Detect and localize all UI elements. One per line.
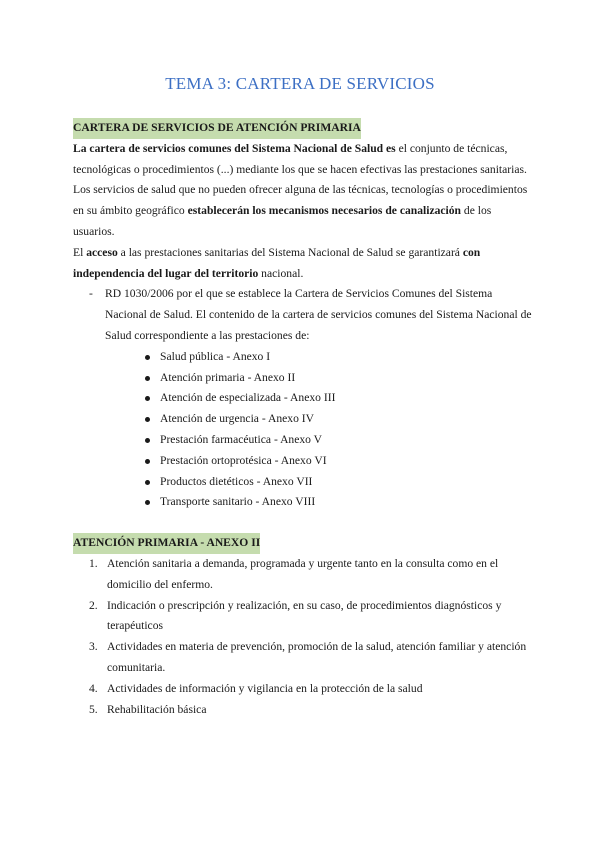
item-number: 5. [89,702,98,716]
dash-list [73,284,533,513]
list-item: Prestación farmacéutica - Anexo V [145,430,533,451]
section-heading-anexo-ii: ATENCIÓN PRIMARIA - ANEXO II [73,533,260,554]
paragraph-acceso [73,243,533,285]
list-item: Transporte sanitario - Anexo VIII [145,492,533,513]
item-number: 1. [89,556,98,570]
definition-bold: La cartera de servicios comunes del Sistema Nacional de Salud es [73,141,396,155]
canalizacion-text-b: de los usuarios. [73,204,492,238]
canalizacion-bold: establecerán los mecanismos necesarios de canalización [187,204,462,218]
dash-marker: - [89,287,93,301]
section-gap [73,513,533,533]
list-item [73,637,533,679]
canalizacion-text-a: Los servicios de salud que no pueden ofrecer alguna de las técnicas, tecnologías o procedimientos en su ámbito geográfico [73,183,528,218]
acceso-bold: acceso [86,245,118,259]
item-number: 4. [89,681,98,695]
list-item: Productos dietéticos - Anexo VII [145,472,533,493]
prestaciones-list [105,347,533,513]
item-text: Actividades en materia de prevención, promoción de la salud, atención familiar y atención comunitaria. [107,640,527,674]
list-item: Atención primaria - Anexo II [145,368,533,389]
list-item: Atención de especializada - Anexo III [145,388,533,409]
list-item [73,700,533,721]
item-text: Indicación o prescripción y realización, en su caso, de procedimientos diagnósticos y terapéuticos [107,598,502,633]
section-heading-cartera: CARTERA DE SERVICIOS DE ATENCIÓN PRIMARIA [73,118,361,139]
acceso-text-b: a las prestaciones sanitarias del Sistema Nacional de Salud se garantizará [117,245,463,259]
item-text: Rehabilitación básica [107,702,207,716]
list-item: Atención de urgencia - Anexo IV [145,409,533,430]
list-item-rd [73,284,533,513]
list-item [73,596,533,638]
independencia-bold: con independencia del lugar del territorio [73,245,481,280]
list-item [73,679,533,700]
item-text: Actividades de información y vigilancia en la protección de la salud [107,681,423,695]
item-number: 2. [89,598,98,612]
list-item [73,554,533,596]
rd-text: RD 1030/2006 por el que se establece la Cartera de Servicios Comunes del Sistema Nacional de Salud. El contenido de la cartera de servicios comunes del Sistema Nacional de Salud correspondiente a las prestaciones de: [105,287,532,342]
paragraph-canalizacion [73,180,533,242]
list-item: Prestación ortoprotésica - Anexo VI [145,451,533,472]
list-item: Salud pública - Anexo I [145,347,533,368]
acceso-text-a: El [73,245,87,259]
document-body [73,118,533,720]
item-number: 3. [89,640,98,654]
item-text: Atención sanitaria a demanda, programada y urgente tanto en la consulta como en el domicilio del enfermo. [107,556,499,591]
definition-rest: el conjunto de técnicas, tecnológicas o procedimientos (...) mediante los que se hacen efectivas las prestaciones sanitarias. [73,141,527,176]
paragraph-definition [73,139,533,181]
document-title: TEMA 3: CARTERA DE SERVICIOS [165,74,435,93]
acceso-text-c: nacional. [258,266,304,280]
anexo-ii-list [73,554,533,720]
